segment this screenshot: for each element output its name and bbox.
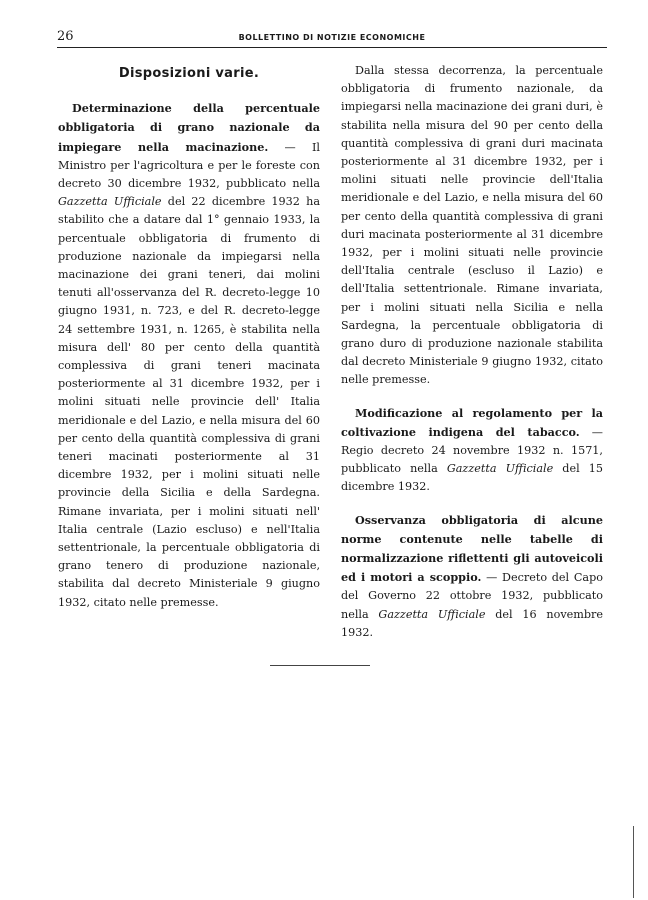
section-title: Disposizioni varie.	[118, 66, 260, 81]
article-title: Determinazione della percentuale obbligatoria di grano nazionale da impiegare nella macinazione.	[58, 101, 320, 154]
page-number: 26	[57, 29, 74, 44]
article-text: del 15 dicembre 1932.	[341, 462, 603, 494]
journal-name: Gazzetta Ufficiale	[58, 195, 162, 209]
article-wheat-percentage	[58, 99, 320, 612]
journal-name: Gazzetta Ufficiale	[378, 607, 486, 621]
article-text: — Decreto del Capo del Governo 22 ottobre 1932, pubblicato nella	[341, 571, 603, 621]
margin-line	[633, 826, 634, 898]
article-title: Osservanza obbligatoria di alcune norme contenute nelle tabelle di normalizzazione riflettenti gli autoveicoli ed i motori a scoppio.	[341, 512, 603, 585]
article-text: del 16 novembre 1932.	[341, 607, 604, 639]
article-title: Modificazione al regolamento per la coltivazione indigena del tabacco.	[341, 405, 603, 439]
journal-name: Gazzetta Ufficiale	[446, 462, 554, 476]
running-title: BOLLETTINO DI NOTIZIE ECONOMICHE	[238, 33, 426, 42]
article-vehicle-norms	[341, 511, 603, 642]
article-text: — Il Ministro per l'agricoltura e per le foreste con decreto 30 dicembre 1932, pubblicato nella	[58, 140, 320, 191]
page-header	[57, 27, 607, 48]
article-text: — Regio decreto 24 novembre 1932 n. 1571, pubblicato nella	[341, 425, 603, 476]
closing-rule	[270, 665, 370, 666]
article-text: Dalla stessa decorrenza, la percentuale obbligatoria di frumento nazionale, da impiegarsi nella macinazione dei grani duri, è stabilita nella misura del 90 per cento della quantità complessiva di grani duri macinata posteriormente al 31 dicembre 1932, per i molini situati nelle provincie dell'Italia meridionale e del Lazio, e nella misura del 60 per cento della quantità complessiva di grani duri macinata posteriormente al 31 dicembre 1932, per i molini situati nelle provincie dell'Italia centrale (escluso il Lazio) e dell'Italia settentrionale. Rimane invariata, per i molini situati nella Sicilia e nella Sardegna, la percentuale obbligatoria di grano duro di produzione nazionale stabilita dal decreto Ministeriale 9 giugno 1932, citato nelle premesse.	[341, 64, 603, 387]
article-tobacco	[341, 404, 603, 497]
article-durum-wheat	[341, 62, 603, 390]
article-text: del 22 dicembre 1932 ha stabilito che a datare dal 1° gennaio 1933, la percentuale obbligatoria di frumento di produzione nazionale da impiegarsi nella macinazione dei grani teneri, dai molini tenuti all'osservanza del R. decreto-legge 10 giugno 1931, n. 723, e del R. decreto-legge 24 settembre 1931, n. 1265, è stabilita nella misura dell' 80 per cento della quantità complessiva di grani teneri macinata posteriormente al 31 dicembre 1932, per i molini situati nelle provincie dell' Italia meridionale e del Lazio, e nella misura del 60 per cento della quantità complessiva di grani teneri macinati posteriormente al 31 dicembre 1932, per i molini situati nelle provincie della Sicilia e della Sardegna. Rimane invariata, per i molini situati nell' Italia centrale (Lazio escluso) e nell'Italia settentrionale, la percentuale obbligatoria di grano tenero di produzione nazionale, stabilita dal decreto Ministeriale 9 giugno 1932, citato nelle premesse.	[58, 195, 320, 609]
left-column	[58, 62, 320, 626]
right-column	[341, 62, 603, 656]
